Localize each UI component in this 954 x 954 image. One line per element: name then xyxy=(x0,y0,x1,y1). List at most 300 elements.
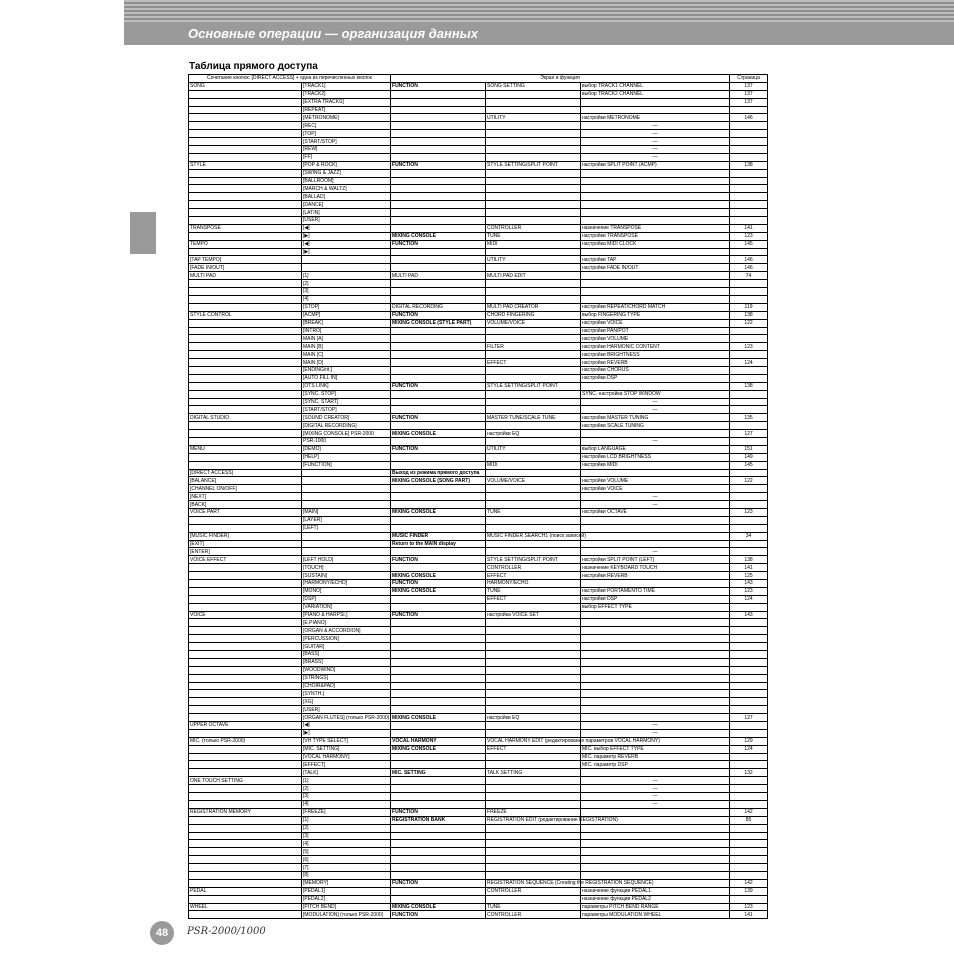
table-row xyxy=(189,737,768,745)
cell-function xyxy=(391,651,486,659)
cell-setting: настройки REPEAT/CHORD MATCH xyxy=(581,303,730,311)
table-row xyxy=(189,382,768,390)
table-row xyxy=(189,769,768,777)
cell-page xyxy=(730,185,768,193)
cell-button: MAIN [B] xyxy=(302,343,391,351)
cell-group xyxy=(189,714,302,722)
cell-screen: CONTROLLER xyxy=(486,564,581,572)
cell-button: PSR-1000 xyxy=(302,437,391,445)
table-row xyxy=(189,185,768,193)
cell-screen: FILTER xyxy=(486,343,581,351)
cell-page xyxy=(730,627,768,635)
cell-screen: MASTER TUNE/SCALE TUNE xyxy=(486,414,581,422)
cell-button: [▶] xyxy=(302,248,391,256)
cell-page xyxy=(730,895,768,903)
cell-setting: настройки TAP xyxy=(581,256,730,264)
cell-page xyxy=(730,406,768,414)
table-row xyxy=(189,761,768,769)
cell-function xyxy=(391,761,486,769)
cell-button: [8] xyxy=(302,871,391,879)
cell-function: FUNCTION xyxy=(391,556,486,564)
cell-group: [BACK] xyxy=(189,501,302,509)
cell-button: [2] xyxy=(302,280,391,288)
cell-group xyxy=(189,856,302,864)
cell-setting xyxy=(581,635,730,643)
cell-button: [REW] xyxy=(302,146,391,154)
cell-function xyxy=(391,619,486,627)
table-row xyxy=(189,335,768,343)
cell-group xyxy=(189,753,302,761)
cell-screen: MUSIC FINDER SEARCH1 (поиск записей) xyxy=(487,533,586,540)
cell-screen: CONTROLLER xyxy=(486,224,581,232)
cell-page: 146 xyxy=(730,114,768,122)
cell-function xyxy=(391,193,486,201)
cell-button: [ACMP] xyxy=(302,311,391,319)
table-row xyxy=(189,643,768,651)
cell-function xyxy=(391,122,486,130)
cell-setting xyxy=(581,643,730,651)
cell-button: [3] xyxy=(302,288,391,296)
cell-button: [USER] xyxy=(302,706,391,714)
cell-group: [DIRECT ACCESS] xyxy=(189,469,302,477)
cell-screen xyxy=(486,98,581,106)
cell-button: [MIC. SETTING] xyxy=(302,745,391,753)
cell-function xyxy=(391,658,486,666)
cell-setting xyxy=(581,840,730,848)
cell-setting: выбор FINGERING TYPE xyxy=(581,311,730,319)
cell-function: FUNCTION xyxy=(391,311,486,319)
cell-page: 142 xyxy=(730,879,768,887)
cell-function xyxy=(391,390,486,398)
cell-setting: параметры MODULATION WHEEL xyxy=(581,911,730,919)
cell-group xyxy=(189,848,302,856)
cell-button: [DANCE] xyxy=(302,201,391,209)
cell-group xyxy=(189,627,302,635)
cell-page xyxy=(730,856,768,864)
cell-screen: EFFECT xyxy=(486,572,581,580)
cell-screen xyxy=(486,406,581,414)
table-row xyxy=(189,430,768,438)
cell-screen: MIDI xyxy=(486,240,581,248)
cell-page xyxy=(730,327,768,335)
cell-screen xyxy=(486,856,581,864)
cell-function xyxy=(391,406,486,414)
cell-function: MIXING CONSOLE xyxy=(391,572,486,580)
table-row xyxy=(189,714,768,722)
cell-group xyxy=(189,729,302,737)
table-row xyxy=(189,295,768,303)
cell-button: [POP & ROCK] xyxy=(302,161,391,169)
cell-button: [HELP] xyxy=(302,453,391,461)
cell-setting: настройки SPLIT POINT (LEFT) xyxy=(581,556,730,564)
cell-group xyxy=(189,382,302,390)
table-row xyxy=(189,911,768,919)
cell-setting xyxy=(581,627,730,635)
cell-function xyxy=(391,288,486,296)
direct-access-table xyxy=(188,74,768,919)
table-header-row xyxy=(189,75,768,83)
cell-screen xyxy=(486,848,581,856)
cell-setting xyxy=(581,832,730,840)
cell-screen xyxy=(486,366,581,374)
cell-screen: UTILITY xyxy=(486,256,581,264)
cell-setting: — xyxy=(581,800,730,808)
cell-button: [LEFT HOLD] xyxy=(302,556,391,564)
cell-group xyxy=(189,619,302,627)
cell-screen: TUNE xyxy=(486,903,581,911)
cell-page xyxy=(730,288,768,296)
cell-function xyxy=(391,666,486,674)
cell-group xyxy=(189,130,302,138)
cell-group xyxy=(189,366,302,374)
table-row xyxy=(189,682,768,690)
cell-button: [◀] xyxy=(302,224,391,232)
cell-function: FUNCTION xyxy=(391,808,486,816)
cell-button: [GUITAR] xyxy=(302,643,391,651)
cell-button: [STRINGS] xyxy=(302,674,391,682)
cell-group: [TAP TEMPO] xyxy=(189,256,302,264)
cell-group xyxy=(189,643,302,651)
cell-screen: настройка VOICE SET xyxy=(486,611,581,619)
cell-function: MIXING CONSOLE xyxy=(391,714,486,722)
table-row xyxy=(189,564,768,572)
cell-page: 127 xyxy=(730,430,768,438)
cell-setting: настройки PORTAMENTO TIME xyxy=(581,587,730,595)
cell-group xyxy=(189,635,302,643)
cell-group xyxy=(189,169,302,177)
cell-page xyxy=(730,169,768,177)
cell-screen xyxy=(486,524,581,532)
table-row xyxy=(189,272,768,280)
cell-function xyxy=(391,627,486,635)
cell-function xyxy=(391,248,486,256)
cell-button: [FF] xyxy=(302,153,391,161)
cell-function xyxy=(391,351,486,359)
cell-page xyxy=(730,146,768,154)
page-title: Основные операции — организация данных xyxy=(188,26,479,41)
cell-button: [3] xyxy=(302,832,391,840)
cell-function xyxy=(391,548,486,556)
cell-page xyxy=(730,603,768,611)
table-row xyxy=(189,359,768,367)
cell-page xyxy=(730,422,768,430)
cell-page xyxy=(730,153,768,161)
cell-function xyxy=(391,185,486,193)
cell-button xyxy=(302,540,391,548)
cell-setting xyxy=(581,651,730,659)
cell-page: 125 xyxy=(730,572,768,580)
cell-setting xyxy=(581,856,730,864)
cell-group xyxy=(189,280,302,288)
cell-group: VOICE PART xyxy=(189,508,302,516)
cell-function xyxy=(391,840,486,848)
cell-page: 122 xyxy=(730,319,768,327)
cell-screen xyxy=(486,871,581,879)
cell-group xyxy=(189,288,302,296)
cell-function xyxy=(391,256,486,264)
cell-function: FUNCTION xyxy=(391,240,486,248)
cell-setting: настройки LCD BRIGHTNESS xyxy=(581,453,730,461)
cell-screen xyxy=(486,635,581,643)
cell-setting xyxy=(581,864,730,872)
cell-button: [PEDAL1] xyxy=(302,887,391,895)
cell-group: [ENTER] xyxy=(189,548,302,556)
cell-group: UPPER OCTAVE xyxy=(189,722,302,730)
cell-page xyxy=(730,832,768,840)
cell-button: [1] xyxy=(302,777,391,785)
cell-page xyxy=(730,374,768,382)
cell-group xyxy=(189,185,302,193)
cell-setting xyxy=(581,288,730,296)
cell-button: [PEDAL2] xyxy=(302,895,391,903)
cell-group xyxy=(189,146,302,154)
cell-setting xyxy=(581,98,730,106)
cell-screen xyxy=(486,674,581,682)
cell-setting: настройки CHORUS xyxy=(581,366,730,374)
cell-function xyxy=(391,848,486,856)
cell-page xyxy=(730,524,768,532)
cell-page: 143 xyxy=(730,580,768,588)
cell-button: [SYNC. START] xyxy=(302,398,391,406)
cell-function xyxy=(391,706,486,714)
cell-page xyxy=(730,130,768,138)
cell-setting: назначение KEYBOARD TOUCH xyxy=(581,564,730,572)
cell-screen xyxy=(486,800,581,808)
cell-screen xyxy=(486,398,581,406)
cell-screen: MIDI xyxy=(486,461,581,469)
cell-screen: TUNE xyxy=(486,232,581,240)
cell-button: [LATIN] xyxy=(302,209,391,217)
table-row xyxy=(189,437,768,445)
table-row xyxy=(189,398,768,406)
cell-function xyxy=(391,722,486,730)
cell-button: [MAIN] xyxy=(302,508,391,516)
cell-function xyxy=(391,327,486,335)
cell-function xyxy=(391,595,486,603)
cell-page xyxy=(730,217,768,225)
cell-page: 135 xyxy=(730,414,768,422)
cell-function xyxy=(391,564,486,572)
table-row xyxy=(189,224,768,232)
cell-group: [EXIT] xyxy=(189,540,302,548)
table-row xyxy=(189,453,768,461)
section-title: Таблица прямого доступа xyxy=(189,61,318,72)
table-row xyxy=(189,879,768,887)
cell-function xyxy=(391,800,486,808)
cell-function xyxy=(391,106,486,114)
cell-page xyxy=(730,548,768,556)
cell-setting xyxy=(581,382,730,390)
cell-group xyxy=(189,666,302,674)
table-row xyxy=(189,146,768,154)
cell-group xyxy=(189,793,302,801)
cell-page xyxy=(730,658,768,666)
cell-page xyxy=(730,295,768,303)
cell-function: VOCAL HARMONY xyxy=(391,737,486,745)
cell-setting xyxy=(581,871,730,879)
cell-function: REGISTRATION BANK xyxy=(391,816,486,824)
cell-screen xyxy=(486,169,581,177)
table-row xyxy=(189,319,768,327)
cell-group: ONE TOUCH SETTING xyxy=(189,777,302,785)
cell-group xyxy=(189,114,302,122)
cell-page: 123 xyxy=(730,343,768,351)
cell-page xyxy=(730,722,768,730)
cell-screen: UTILITY xyxy=(486,114,581,122)
cell-function: MIXING CONSOLE xyxy=(391,903,486,911)
cell-page xyxy=(730,437,768,445)
cell-button: [EFFECT] xyxy=(302,761,391,769)
cell-function xyxy=(391,153,486,161)
cell-function xyxy=(391,422,486,430)
cell-page xyxy=(730,201,768,209)
cell-setting xyxy=(581,769,730,777)
section-tab-marker xyxy=(130,212,156,254)
cell-group xyxy=(189,864,302,872)
cell-group xyxy=(189,374,302,382)
cell-button: [4] xyxy=(302,295,391,303)
cell-page xyxy=(730,138,768,146)
cell-button: [VARIATION] xyxy=(302,603,391,611)
cell-group xyxy=(189,595,302,603)
cell-button: [VOCAL HARMONY] xyxy=(302,753,391,761)
cell-screen xyxy=(486,288,581,296)
cell-page xyxy=(730,651,768,659)
cell-page: 132 xyxy=(730,769,768,777)
cell-setting: настройки DSP xyxy=(581,374,730,382)
table-row xyxy=(189,856,768,864)
cell-button: [SWING & JAZZ] xyxy=(302,169,391,177)
cell-screen: VOCAL HARMONY EDIT (редактирование параметров VOCAL HARMONY) xyxy=(487,738,660,745)
table-row xyxy=(189,177,768,185)
cell-page: 85 xyxy=(730,816,768,824)
table-row xyxy=(189,138,768,146)
cell-screen xyxy=(486,146,581,154)
cell-function xyxy=(391,824,486,832)
cell-button: [4] xyxy=(302,800,391,808)
cell-function xyxy=(391,453,486,461)
cell-setting: — xyxy=(581,729,730,737)
table-row xyxy=(189,288,768,296)
table-row xyxy=(189,824,768,832)
cell-button: [3] xyxy=(302,793,391,801)
cell-screen xyxy=(486,627,581,635)
table-row xyxy=(189,658,768,666)
cell-button: [7] xyxy=(302,864,391,872)
cell-group xyxy=(189,516,302,524)
cell-screen xyxy=(486,327,581,335)
table-row xyxy=(189,603,768,611)
cell-screen: MULTI PAD CREATOR xyxy=(486,303,581,311)
cell-group xyxy=(189,201,302,209)
cell-page: 127 xyxy=(730,714,768,722)
cell-screen: REGISTRATION EDIT (редактирование REGISTRATION) xyxy=(487,817,618,824)
cell-function: FUNCTION xyxy=(391,414,486,422)
cell-screen xyxy=(486,453,581,461)
cell-screen xyxy=(486,264,581,272)
cell-page xyxy=(730,335,768,343)
cell-button xyxy=(302,477,391,485)
cell-function xyxy=(391,90,486,98)
table-row xyxy=(189,627,768,635)
table-row xyxy=(189,785,768,793)
cell-page: 141 xyxy=(730,911,768,919)
cell-group: SONG xyxy=(189,82,302,90)
cell-setting: — xyxy=(581,398,730,406)
cell-function xyxy=(391,201,486,209)
cell-button: [BREAK] xyxy=(302,319,391,327)
cell-page: 149 xyxy=(730,453,768,461)
cell-group xyxy=(189,319,302,327)
cell-group xyxy=(189,698,302,706)
cell-group: DIGITAL STUDIO xyxy=(189,414,302,422)
cell-setting: настройка MIDI CLOCK xyxy=(581,240,730,248)
table-row xyxy=(189,619,768,627)
cell-button: [DEMO] xyxy=(302,445,391,453)
cell-button: [STOP] xyxy=(302,303,391,311)
table-row xyxy=(189,477,768,485)
cell-setting xyxy=(581,619,730,627)
table-row xyxy=(189,422,768,430)
cell-page: 139 xyxy=(730,887,768,895)
table-row xyxy=(189,90,768,98)
cell-function xyxy=(391,777,486,785)
cell-group xyxy=(189,398,302,406)
cell-function xyxy=(391,524,486,532)
cell-group xyxy=(189,816,302,824)
table-row xyxy=(189,501,768,509)
table-row xyxy=(189,611,768,619)
table-row xyxy=(189,343,768,351)
cell-function xyxy=(391,146,486,154)
cell-function xyxy=(391,729,486,737)
cell-function xyxy=(391,224,486,232)
page-number: 48 xyxy=(150,921,174,945)
cell-button: [USER] xyxy=(302,217,391,225)
table-row xyxy=(189,690,768,698)
cell-page: 74 xyxy=(730,272,768,280)
cell-screen xyxy=(486,722,581,730)
cell-group xyxy=(189,359,302,367)
cell-button: [SYNC. STOP] xyxy=(302,390,391,398)
cell-setting: MIC. выбор EFFECT TYPE xyxy=(581,745,730,753)
table-row xyxy=(189,122,768,130)
cell-group: [FADE IN/OUT] xyxy=(189,264,302,272)
cell-screen xyxy=(486,217,581,225)
table-row xyxy=(189,153,768,161)
cell-screen xyxy=(486,209,581,217)
table-row xyxy=(189,469,768,477)
cell-group xyxy=(189,295,302,303)
cell-screen xyxy=(486,201,581,209)
cell-group xyxy=(189,911,302,919)
cell-setting: — xyxy=(581,493,730,501)
cell-setting xyxy=(581,201,730,209)
cell-group: REGISTRATION MEMORY xyxy=(189,808,302,816)
table-row xyxy=(189,808,768,816)
cell-function xyxy=(391,335,486,343)
cell-screen: TUNE xyxy=(486,508,581,516)
cell-group xyxy=(189,193,302,201)
cell-button: [2] xyxy=(302,785,391,793)
cell-group xyxy=(189,351,302,359)
cell-setting xyxy=(581,682,730,690)
cell-setting: настройки TRANSPOSE xyxy=(581,232,730,240)
table-row xyxy=(189,193,768,201)
cell-screen xyxy=(486,130,581,138)
cell-page xyxy=(730,777,768,785)
cell-screen: EFFECT xyxy=(486,359,581,367)
